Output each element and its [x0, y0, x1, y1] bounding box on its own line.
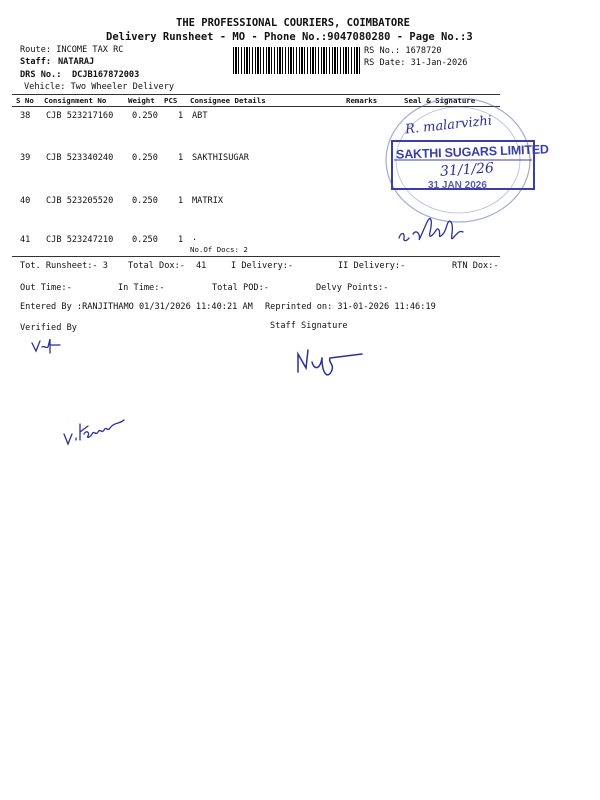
total-dox-value: 41: [196, 261, 207, 271]
stamp-handwritten-date: 31/1/26: [439, 160, 495, 180]
rs-date: RS Date: 31-Jan-2026: [364, 58, 468, 68]
row-38-pcs: 1: [178, 111, 184, 121]
row-41-pcs: 1: [178, 235, 184, 245]
table-top-rule: [12, 94, 500, 95]
staff-label: Staff:: [20, 57, 52, 67]
total-pod: Total POD:-: [212, 283, 269, 293]
stamp-company: SAKTHI SUGARS LIMITED: [395, 142, 549, 162]
in-time: In Time:-: [118, 283, 165, 293]
staff-signature-label: Staff Signature: [270, 321, 348, 331]
verified-by-label: Verified By: [20, 323, 77, 333]
tot-runsheet: Tot. Runsheet:- 3: [20, 261, 108, 271]
drs-number: DCJB167872003: [72, 70, 140, 80]
company-title: THE PROFESSIONAL COURIERS, COIMBATORE: [176, 17, 410, 29]
total-dox-label: Total Dox:-: [128, 261, 185, 271]
row-41-signature: [395, 208, 475, 250]
col-header-remarks: Remarks: [346, 96, 378, 105]
col-header-consignee: Consignee Details: [190, 96, 266, 105]
col-header-pcs: PCS: [164, 96, 178, 105]
staff-name: NATARAJ: [58, 57, 95, 67]
row-40-weight: 0.250: [132, 196, 158, 206]
verified-by-signature: [30, 335, 70, 357]
ii-delivery: II Delivery:-: [338, 261, 406, 271]
route-text: Route: INCOME TAX RC: [20, 45, 124, 55]
drs-label: DRS No.:: [20, 70, 62, 80]
out-time: Out Time:-: [20, 283, 72, 293]
row-41-doc-count: No.Of Docs: 2: [190, 245, 248, 254]
row-39-consignment: CJB 523340240: [46, 153, 114, 163]
table-bottom-rule: [12, 256, 500, 257]
row-38-weight: 0.250: [132, 111, 158, 121]
rtn-dox: RTN Dox:-: [452, 261, 499, 271]
col-header-weight: Weight: [128, 96, 155, 105]
entered-by: Entered By :RANJITHAMO 01/31/2026 11:40:21 AM: [20, 302, 253, 312]
row-39-pcs: 1: [178, 153, 184, 163]
row-39-consignee: SAKTHISUGAR: [192, 153, 249, 163]
row-40-consignee: MATRIX: [192, 196, 224, 206]
col-header-seal: Seal & Signature: [404, 96, 476, 105]
row-40-pcs: 1: [178, 196, 184, 206]
staff-signature: [292, 340, 372, 380]
runsheet-subtitle: Delivery Runsheet - MO - Phone No.:9047080280 - Page No.:3: [106, 31, 473, 43]
row-41-consignment: CJB 523247210: [46, 235, 114, 245]
row-41-consignee: .: [192, 233, 198, 243]
barcode: [233, 47, 361, 74]
i-delivery: I Delivery:-: [231, 261, 294, 271]
row-39-weight: 0.250: [132, 153, 158, 163]
row-38-consignee: ABT: [192, 111, 208, 121]
stamp-handwritten-name: R. malarvizhi: [404, 113, 493, 138]
row-41-sno: 41: [20, 235, 31, 245]
row-41-weight: 0.250: [132, 235, 158, 245]
col-header-consignment: Consignment No: [44, 96, 107, 105]
rs-number: RS No.: 1678720: [364, 46, 442, 56]
delvy-points: Delvy Points:-: [316, 283, 389, 293]
row-38-consignment: CJB 523217160: [46, 111, 114, 121]
vehicle-text: Vehicle: Two Wheeler Delivery: [24, 82, 175, 92]
stamp-date: 31 JAN 2026: [428, 180, 487, 191]
bottom-signature: [62, 408, 132, 448]
col-header-sno: S No: [16, 96, 34, 105]
row-38-sno: 38: [20, 111, 31, 121]
row-40-sno: 40: [20, 196, 31, 206]
row-40-consignment: CJB 523205520: [46, 196, 114, 206]
reprinted-on: Reprinted on: 31-01-2026 11:46:19: [265, 302, 436, 312]
row-39-sno: 39: [20, 153, 31, 163]
